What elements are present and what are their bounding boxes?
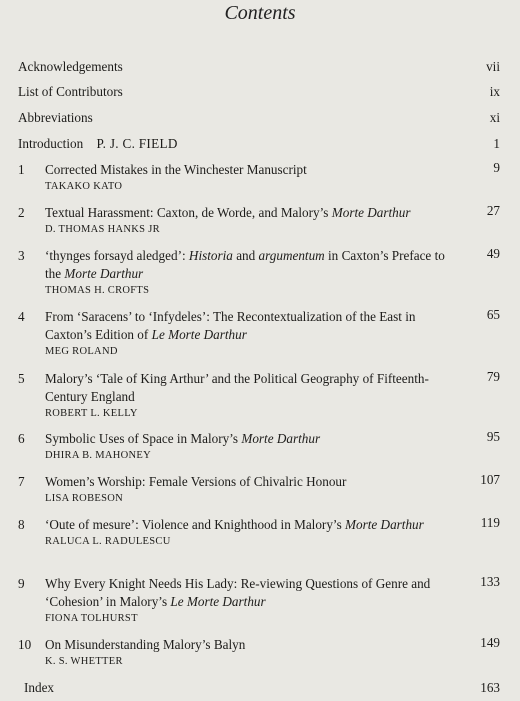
front-item-label: Acknowledgements	[18, 59, 123, 74]
chapter-title: On Misunderstanding Malory’s Balyn	[45, 637, 246, 652]
chapter-number: 3	[18, 248, 25, 263]
page-title: Contents	[224, 2, 296, 24]
chapter-number: 6	[18, 431, 25, 446]
index-item	[24, 679, 500, 696]
chapter-number: 5	[18, 371, 25, 386]
page-number: 119	[480, 515, 500, 530]
chapter-item	[18, 308, 500, 359]
front-item-label: Abbreviations	[18, 110, 93, 125]
page-number: 49	[486, 246, 500, 261]
front-item	[18, 109, 500, 126]
chapter-number: 1	[18, 162, 25, 177]
chapter-title: Symbolic Uses of Space in Malory’s Morte Darthur	[45, 431, 321, 446]
page-number: 65	[486, 307, 500, 322]
chapter-title: Why Every Knight Needs His Lady: Re-viewing Questions of Genre and ‘Cohesion’ in Malory’s Le Morte Darthur	[45, 576, 431, 609]
chapter-item	[18, 430, 500, 463]
chapter-item	[18, 473, 500, 506]
chapter-item	[18, 516, 500, 549]
chapter-author: THOMAS H. CROFTS	[45, 285, 150, 296]
chapter-number: 7	[18, 474, 25, 489]
page-number: 1	[493, 136, 500, 151]
front-item	[18, 83, 500, 100]
chapter-author: DHIRA B. MAHONEY	[45, 450, 152, 461]
chapter-author: TAKAKO KATO	[45, 181, 123, 192]
page-number: 9	[493, 160, 500, 175]
chapter-item	[18, 370, 500, 421]
chapter-author: LISA ROBESON	[45, 493, 123, 504]
page-number: 79	[486, 369, 500, 384]
index-label: Index	[24, 680, 55, 695]
page-number: 163	[480, 680, 500, 695]
chapter-title: Textual Harassment: Caxton, de Worde, and Malory’s Morte Darthur	[45, 205, 411, 220]
chapter-item	[18, 575, 500, 626]
page-number: vii	[486, 59, 500, 74]
page-number: 149	[480, 635, 500, 650]
chapter-author: FIONA TOLHURST	[45, 613, 138, 624]
chapter-number: 9	[18, 576, 25, 591]
chapter-author: D. THOMAS HANKS JR	[45, 224, 160, 235]
chapter-title: ‘thynges forsayd aledged’: Historia and argumentum in Caxton’s Preface to the Morte Darthur	[45, 248, 445, 281]
chapter-title: Corrected Mistakes in the Winchester Manuscript	[45, 162, 307, 177]
intro-item	[18, 135, 500, 152]
front-item-label: List of Contributors	[18, 84, 123, 99]
chapter-item	[18, 247, 500, 298]
chapter-item	[18, 161, 500, 194]
chapter-number: 8	[18, 517, 25, 532]
chapter-title: ‘Oute of mesure’: Violence and Knighthood in Malory’s Morte Darthur	[45, 517, 424, 532]
chapter-author: ROBERT L. KELLY	[45, 408, 138, 419]
chapter-title: From ‘Saracens’ to ‘Infydeles’: The Recontextualization of the East in Caxton’s Edition of Le Morte Darthur	[45, 309, 416, 342]
chapter-author: MEG ROLAND	[45, 346, 118, 357]
chapter-title: Malory’s ‘Tale of King Arthur’ and the Political Geography of Fifteenth-Century England	[45, 371, 429, 404]
page-number: 107	[480, 472, 500, 487]
chapter-number: 10	[18, 637, 32, 652]
chapter-author: K. S. WHETTER	[45, 656, 123, 667]
page-number: 133	[480, 574, 500, 589]
chapter-item	[18, 204, 500, 237]
page-number: xi	[489, 110, 500, 125]
page-number: 27	[486, 203, 500, 218]
intro-author: P. J. C. FIELD	[96, 136, 178, 151]
intro-label: Introduction	[18, 136, 84, 151]
page-number: ix	[489, 84, 500, 99]
chapter-author: RALUCA L. RADULESCU	[45, 536, 171, 547]
chapter-number: 4	[18, 309, 25, 324]
chapter-item	[18, 636, 500, 669]
page-number: 95	[486, 429, 500, 444]
front-item	[18, 58, 500, 75]
chapter-number: 2	[18, 205, 25, 220]
chapter-title: Women’s Worship: Female Versions of Chivalric Honour	[45, 474, 347, 489]
